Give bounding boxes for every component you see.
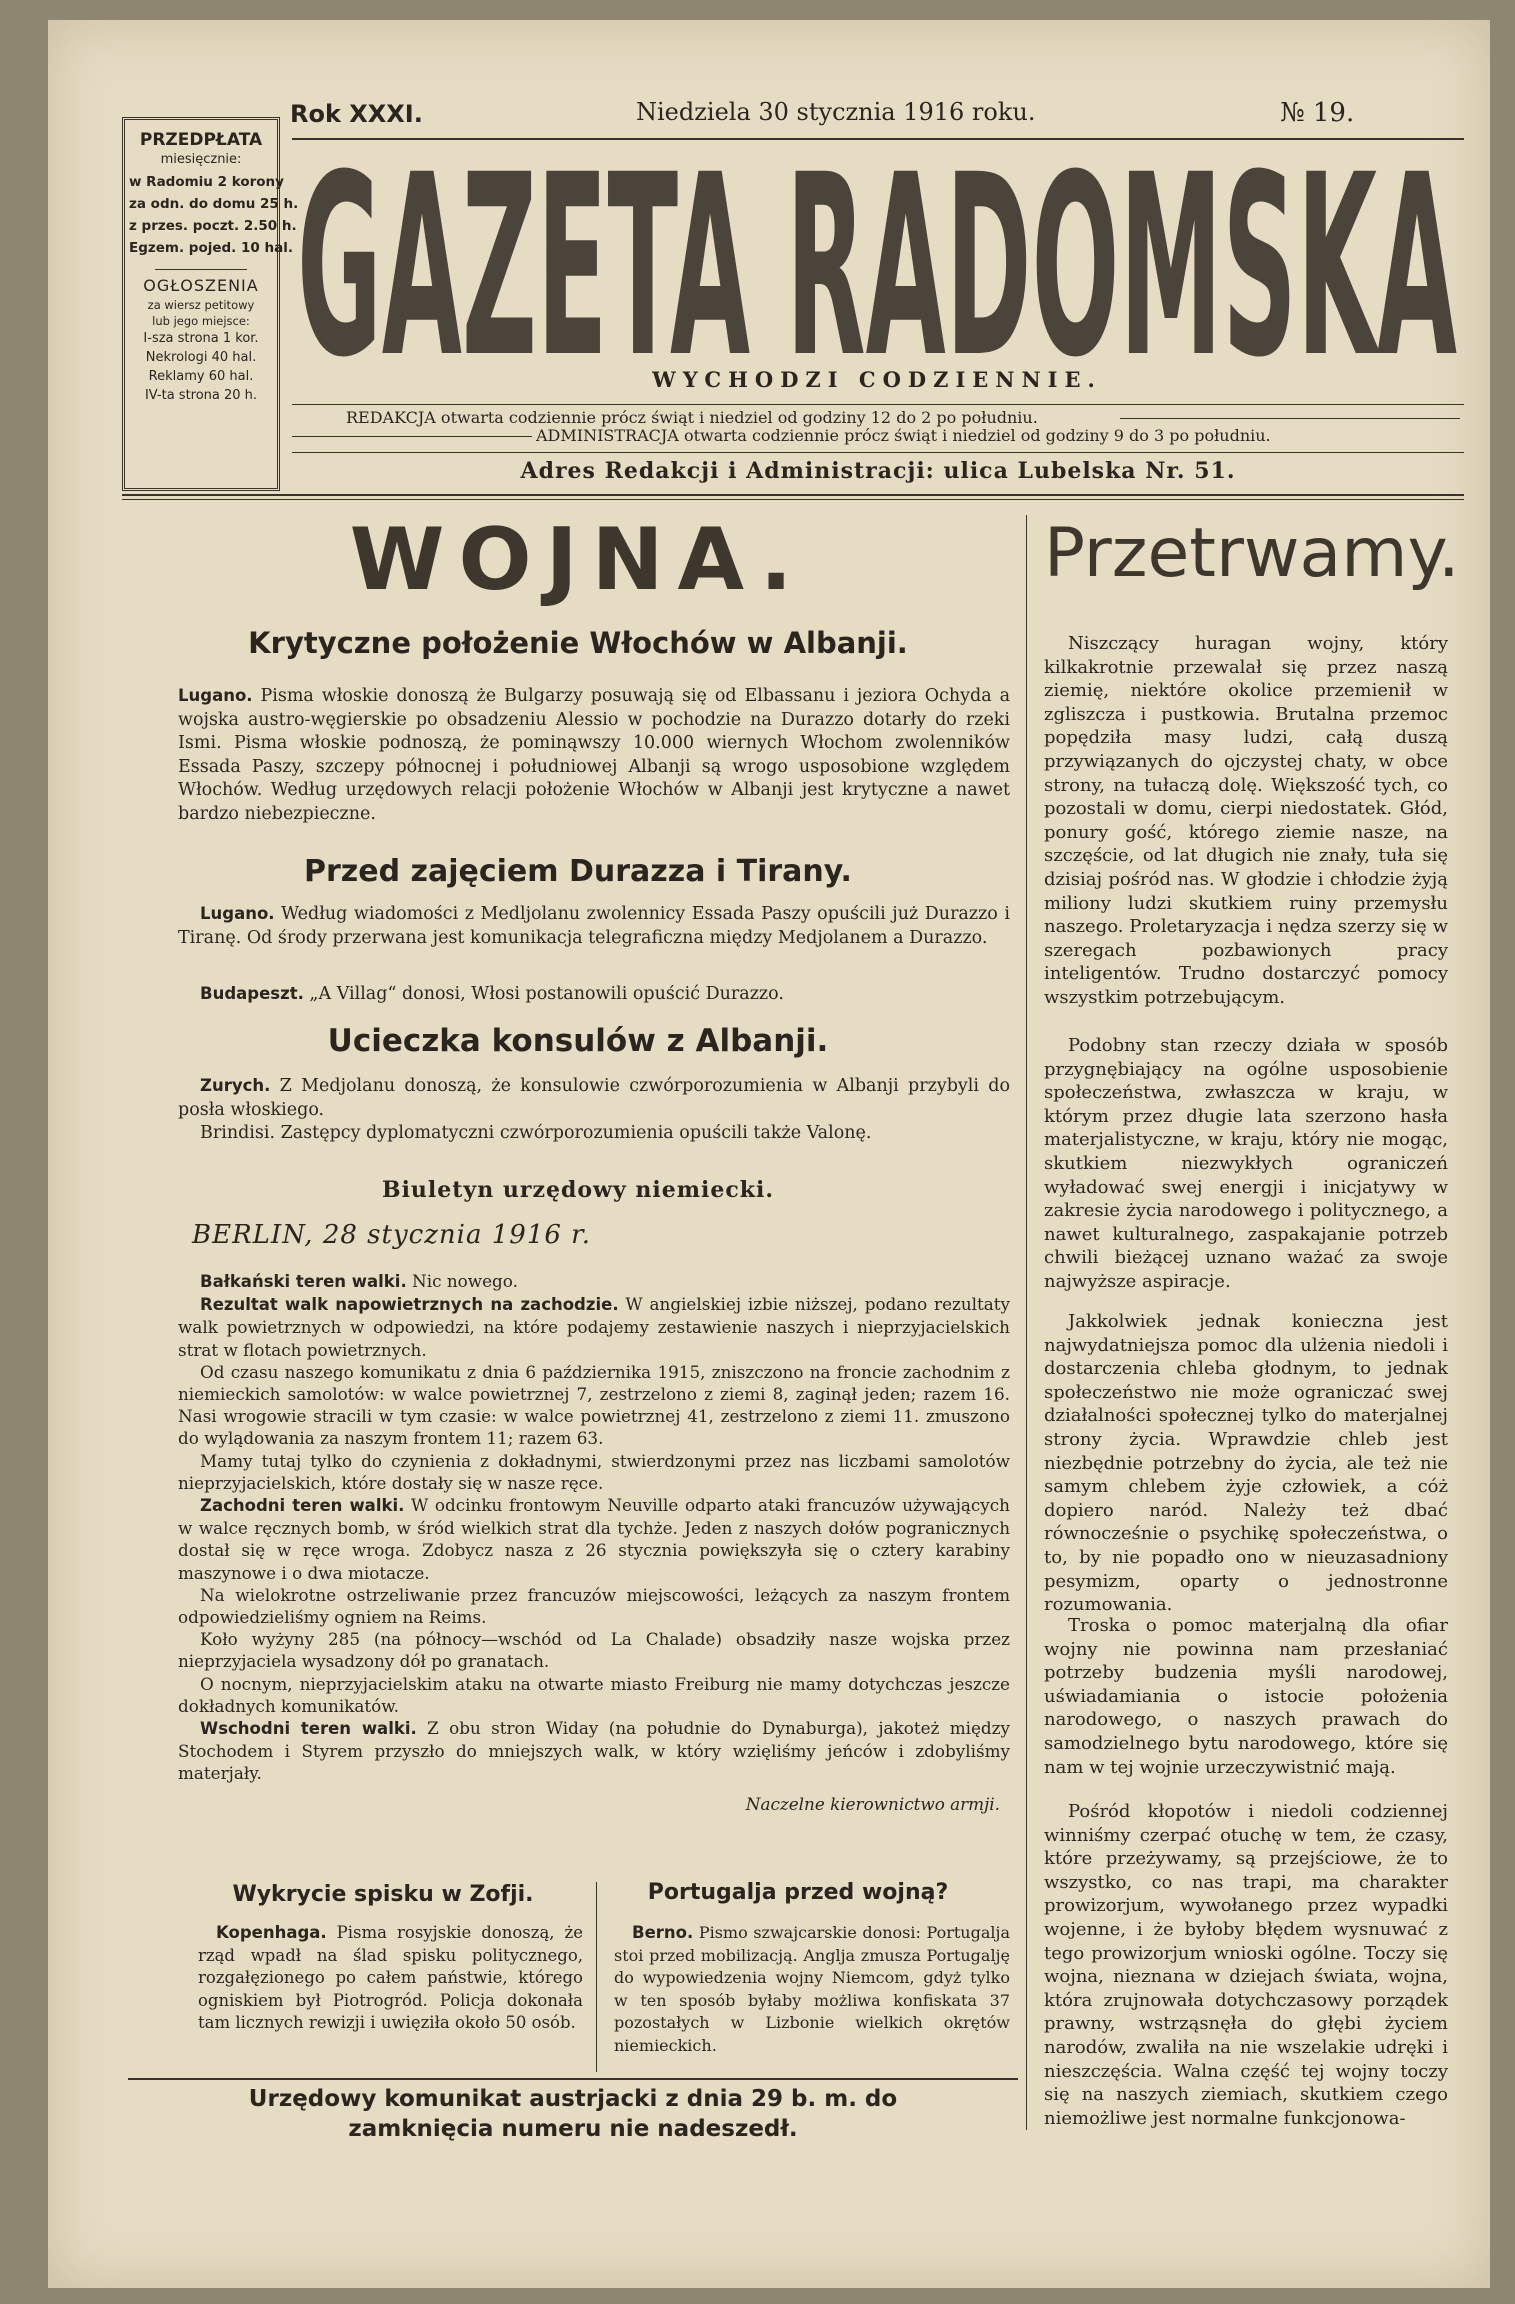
article-text: [198, 1922, 583, 2035]
divider: [128, 2078, 1018, 2080]
editorial-title: Przetrwamy.: [1044, 514, 1460, 593]
subscription-line: Egzem. pojed. 10 hal.: [129, 240, 293, 256]
section-heading: Krytyczne położenie Włochów w Albanji.: [248, 626, 908, 660]
masthead-subtitle: WYCHODZI CODZIENNIE.: [652, 367, 1102, 392]
paragraph-text: W angielskiej izbie niższej, podano rezultaty walk powietrznych w odpowiedzi, na które podajemy zestawienie naszych i nieprzyjacielskich strat w flotach powietrznych.: [178, 1294, 1010, 1360]
paragraph: Pismo szwajcarskie donosi: Portugalja stoi przed mobilizacją. Anglja zmusza Portugalję do wypowiedzenia wojny Niemcom, gdyż tylko w ten sposób byłaby możliwa konfiskata 37 pozostałych w Lizbonie wielkich okrętów niemieckich.: [614, 1923, 1010, 2055]
dateline: Zurych.: [200, 1076, 271, 1095]
section-heading: Ucieczka konsulów z Albanji.: [327, 1023, 829, 1059]
masthead-title-text: GAZETA RADOMSKA: [297, 148, 1457, 363]
divider: [122, 499, 1464, 500]
paragraph: O nocnym, nieprzyjacielskim ataku na otwarte miasto Freiburg nie mamy dotychczas jeszcze dokładnych komunikatów.: [178, 1673, 1010, 1716]
divider: [122, 494, 1464, 496]
subheading: Zachodni teren walki.: [200, 1496, 405, 1516]
section-heading: Wykrycie spisku w Zofji.: [232, 1882, 534, 1907]
article-text: [178, 684, 1010, 826]
paragraph-text: Nic nowego.: [406, 1271, 518, 1291]
section-heading: Portugalja przed wojną?: [647, 1880, 949, 1905]
article-text: [178, 1074, 1010, 1122]
paragraph: Mamy tutaj tylko do czynienia z dokładnymi, stwierdzonymi przez nas liczbami samolotów nieprzyjacielskich, które dostały się w nasze ręce.: [178, 1450, 1010, 1493]
office-hours-editorial: REDAKCJA otwarta codziennie prócz świąt i niedziel od godziny 12 do 2 po południu.: [346, 408, 1038, 427]
austrian-communique-note: Urzędowy komunikat austrjacki z dnia 29 b. m. do zamknięcia numeru nie nadeszedł.: [248, 2086, 898, 2142]
section-heading: Biuletyn urzędowy niemiecki.: [381, 1177, 775, 1203]
editorial-paragraph: Niszczący huragan wojny, który kilkakrotnie przewalał się przez naszą ziemię, niektóre okolice przemienił w zgliszcza i pustkowia. Brutalna przemoc popędziła masy ludzi, całą duszą przywiązanych do ojczystej chaty, w obce strony, na tułaczą dolę. Większość tych, co pozostali w domu, cierpi niedostatek. Głód, ponury gość, którego ziemie nasze, na szczęście, od lat długich nie znały, tuła się dzisiaj pośród nas. W głodzie i chłodzie żyją miliony ludzi skutkiem ruiny przemysłu naszego. Proletaryzacja i nędza szerzy się w szeregach pozbawionych pracy inteligentów. Trudno dostarczyć pomocy wszystkim potrzebującym.: [1044, 633, 1448, 1008]
divider: [292, 138, 1464, 140]
subscription-line: w Radomiu 2 korony: [129, 174, 284, 190]
subscription-line: za odn. do domu 25 h.: [129, 196, 299, 212]
address-line: Adres Redakcji i Administracji: ulica Lubelska Nr. 51.: [520, 458, 1236, 484]
editorial-paragraph: Jakkolwiek jednak konieczna jest najwydatniejsza pomoc dla ulżenia niedoli i dostarczenia chleba głodnym, to jednak społeczeństwo nie może ograniczać swej działalności społecznej tylko do materjalnej strony życia. Wprawdzie chleb jest niezbędnie potrzebny do życia, ale też nie samym chlebem żyje człowiek, a cóż dopiero naród. Należy też dbać równocześnie o psychikę społeczeństwa, o to, by nie popadło ono w nieuzasadniony pesymizm, oparty o jednostronne rozumowania.: [1044, 1311, 1448, 1616]
subheading: Rezultat walk napowietrznych na zachodzie.: [200, 1295, 619, 1315]
article-text: [614, 1922, 1010, 2057]
paragraph-text: W odcinku frontowym Neuville odparto ataki francuzów używających w walce ręcznych bomb, w śród wielkich strat dla tychże. Jeden z naszych dołów pogranicznych dostał się w ręce wroga. Zdobycz nasza z 26 stycznia powiększyła się o cztery karabiny maszynowe i o dwa miotacze.: [178, 1495, 1010, 1583]
paragraph: [178, 1293, 1010, 1361]
dateline: Kopenhaga.: [216, 1923, 327, 1942]
paragraph: Pisma włoskie donoszą że Bulgarzy posuwają się od Elbassanu i jeziora Ochyda a wojska austro-węgierskie po obsadzeniu Alessio w pochodzie na Durazzo dotarły do rzeki Ismi. Pisma włoskie podnoszą, że pominąwszy 10.000 wiernych Włochom zwolenników Essada Paszy, szczepy północnej i południowej Albanji są wrogo usposobione względem Włochów. Według urzędowych relacji położenie Włochów w Albanji jest krytyczne a nawet bardzo niebezpieczne.: [178, 686, 1010, 824]
ads-line: Nekrologi 40 hal.: [145, 350, 257, 365]
dateline: Lugano.: [200, 904, 275, 923]
subscription-title: PRZEDPŁATA: [139, 130, 263, 150]
signature: Naczelne kierownictwo armji.: [745, 1793, 1000, 1814]
ads-line: lub jego miejsce:: [152, 314, 250, 328]
ads-line: IV-ta strona 20 h.: [144, 388, 258, 403]
article-text: [178, 902, 1010, 950]
ads-line: za wiersz petitowy: [147, 298, 255, 312]
paragraph-text: Z obu stron Widay (na południe do Dynaburga), jakoteż między Stochodem i Styrem przyszło do mniejszych walk, w który wzięliśmy jeńców i zdobyliśmy materjały.: [178, 1718, 1010, 1784]
divider: [292, 436, 532, 437]
subscription-line: z przes. poczt. 2.50 h.: [129, 218, 297, 234]
dateline: BERLIN, 28 stycznia 1916 r.: [192, 1220, 591, 1250]
paragraph: [178, 1494, 1010, 1584]
dateline: Brindisi.: [200, 1123, 276, 1143]
paragraph: „A Villag“ donosi, Włosi postanowili opuścić Durazzo.: [303, 984, 784, 1004]
paragraph: Zastępcy dyplomatyczni czwórporozumienia opuścili także Valonę.: [275, 1123, 872, 1143]
paragraph: Koło wyżyny 285 (na północy—wschód od La Chalade) obsadziły nasze wojska przez nieprzyjaciela wysadzony dół po granatach.: [178, 1629, 1010, 1672]
war-title: WOJNA.: [349, 510, 807, 610]
issue-date: Niedziela 30 stycznia 1916 roku.: [636, 98, 1036, 126]
dateline: Budapeszt.: [200, 984, 304, 1003]
paragraph: Na wielokrotne ostrzeliwanie przez francuzów miejscowości, leżących za naszym frontem odpowiedzieliśmy ogniem na Reims.: [178, 1584, 1010, 1628]
bulletin-text: [178, 1270, 1010, 1815]
ads-line: Reklamy 60 hal.: [148, 369, 254, 384]
office-hours-admin: ADMINISTRACJA otwarta codziennie prócz świąt i niedziel od godziny 9 do 3 po południu.: [536, 426, 1271, 445]
masthead-title: [292, 148, 1462, 363]
section-heading: Przed zajęciem Durazza i Tirany.: [304, 854, 852, 889]
column-divider: [596, 1882, 597, 2072]
ads-title: OGŁOSZENIA: [143, 276, 259, 295]
article-text: [178, 982, 1010, 1007]
volume-number: Rok XXXI.: [290, 100, 423, 128]
editorial-paragraph: Podobny stan rzeczy działa w sposób przygnębiający na ogólne usposobienie społeczeństwa, zwłaszcza w kraju, w którym przez długie lata szerzono hasła materjalistyczne, w kraju, który nie mogąc, skutkiem niezwykłych ograniczeń wyładować swej energji i inicjatywy w zakresie życia narodowego i politycznego, a nawet kulturalnego, zaspakajanie potrzeb chwili bieżącej uznano ważać za swoje najwyższe aspiracje.: [1044, 1035, 1448, 1292]
subheading: Bałkański teren walki.: [200, 1272, 407, 1291]
divider: [292, 452, 1464, 453]
divider: [155, 269, 247, 270]
editorial-paragraph: Troska o pomoc materjalną dla ofiar wojny nie powinna nam przesłaniać potrzeby budzenia myśli narodowej, uświadamiania o istocie położenia narodowego, o naszych prawach do samodzielnego bytu narodowego, które się nam w tej wojnie urzeczywistnić mają.: [1044, 1615, 1448, 1778]
ads-line: I-sza strona 1 kor.: [143, 331, 259, 346]
article-text: [178, 1122, 1010, 1146]
divider: [1120, 418, 1460, 419]
subscription-period: miesięcznie:: [160, 152, 242, 167]
subheading: Wschodni teren walki.: [200, 1719, 417, 1739]
paragraph: [178, 1270, 1010, 1293]
paragraph: Z Medjolanu donoszą, że konsulowie czwórporozumienia w Albanji przybyli do posła włoskiego.: [178, 1076, 1010, 1120]
paragraph: Od czasu naszego komunikatu z dnia 6 października 1915, zniszczono na froncie zachodnim z niemieckich samolotów: w walce powietrznej 7, zestrzelono z ziemi 8, zaginął jeden; razem 16. Nasi wrogowie stracili w tym czasie: w walce powietrznej 41, zestrzelono z ziemi 11. zmuszono do wylądowania za naszym frontem 11; razem 63.: [178, 1361, 1010, 1449]
newspaper-page: [48, 20, 1490, 2288]
paragraph: Pisma rosyjskie donoszą, że rząd wpadł na ślad spisku politycznego, rozgałęzionego po całem państwie, którego ogniskiem był Piotrogród. Policja dokonała tam licznych rewizji i uwięziła około 50 osób.: [198, 1923, 583, 2032]
divider: [292, 404, 1464, 405]
paragraph: [178, 1717, 1010, 1785]
issue-number: № 19.: [1280, 98, 1355, 128]
dateline: Berno.: [632, 1923, 694, 1942]
editorial-paragraph: Pośród kłopotów i niedoli codziennej winniśmy czerpać otuchę w tem, że czasy, które przeżywamy, są przejściowe, że to wszystko, co nas trapi, ma charakter prowizorjum, wywołanego przez wypadki wojenne, i że byłoby błędem wysnuwać z tego prowizorjum wnioski ogólne. Toczy się wojna, nieznana w dziejach świata, wojna, która zrujnowała dotychczasowy porządek prawny, wstrząsnęła do głębi życiem narodów, zwaliła na nie wszelakie udręki i nieszczęścia. Walna część tej wojny toczy się na naszych ziemiach, skutkiem czego niemożliwe jest normalne funkcjonowa-: [1044, 1801, 1448, 2129]
paragraph: Według wiadomości z Medljolanu zwolennicy Essada Paszy opuścili już Durazzo i Tiranę. Od środy przerwana jest komunikacja telegraficzna między Medjolanem a Durazzo.: [178, 904, 1010, 948]
subscription-box: [122, 117, 299, 491]
column-divider: [1026, 515, 1027, 2130]
dateline: Lugano.: [178, 686, 253, 705]
